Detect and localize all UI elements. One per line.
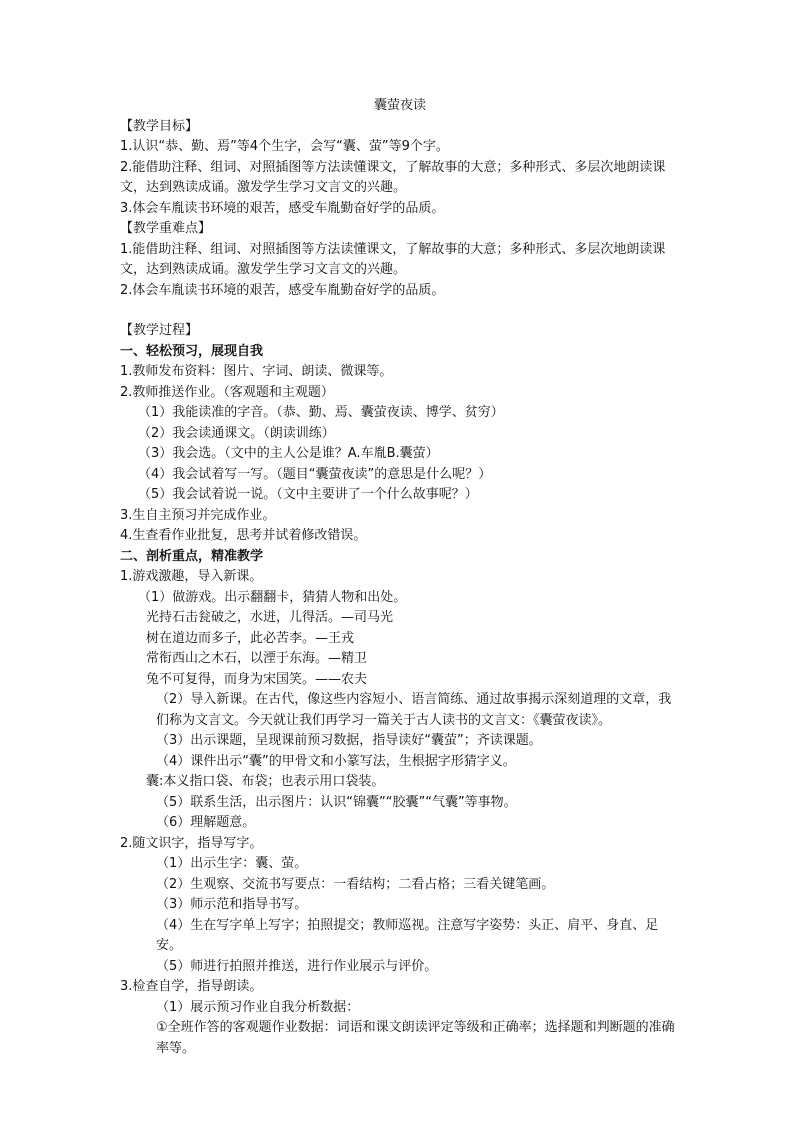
paragraph-line: 囊:本义指口袋、布袋；也表示用口袋装。	[146, 774, 385, 789]
paragraph-line: （1）做游戏。出示翻翻卡，猜猜人物和出处。	[138, 589, 407, 605]
paragraph-line: 常衔西山之木石，以湮于东海。—精卫	[146, 651, 368, 666]
paragraph-line: （4）我会试着写一写。（题目“囊萤夜读”的意思是什么呢？）	[138, 466, 492, 482]
paragraph-line: （2）导入新课。在古代，像这些内容短小、语言简练、通过故事揭示深刻道理的文章，我们称为文言文。今天就让我们再学习一篇关于古人读书的文言文：《囊萤夜读》。	[156, 692, 672, 728]
paragraph-line: （2）我会读通课文。（朗读训练）	[138, 425, 335, 441]
paragraph-line: （4）课件出示“囊”的甲骨文和小篆写法，生根据字形猜字义。	[156, 753, 516, 769]
document-title: 囊萤夜读	[373, 98, 426, 113]
paragraph-line: 3.体会车胤读书环境的艰苦，感受车胤勤奋好学的品质。	[120, 200, 445, 216]
paragraph-line: 1.认识“恭、勤、焉”等4个生字，会写“囊、萤”等9个字。	[120, 139, 449, 154]
paragraph-line: 光持石击瓮破之，水迸，儿得活。—司马光	[146, 610, 394, 625]
paragraph-line: （5）我会试着说一说。（文中主要讲了一个什么故事呢？）	[138, 487, 478, 502]
document-page	[120, 96, 680, 1059]
paragraph-line: 一、轻松预习，展现自我	[120, 343, 264, 359]
paragraph-line: 二、剖析重点，精准教学	[120, 548, 264, 564]
paragraph-line: 2.随文识字，指导写字。	[120, 835, 263, 851]
paragraph-line: 2.教师推送作业。（客观题和主观题）	[120, 384, 334, 400]
paragraph-line: （5）师进行拍照并推送，进行作业展示与评价。	[156, 958, 438, 974]
paragraph-line: 3.检查自学，指导朗读。	[120, 979, 263, 994]
paragraph-line: 3.生自主预习并完成作业。	[120, 507, 276, 523]
paragraph-line: 2.能借助注释、组词、对照插图等方法读懂课文，了解故事的大意；多种形式、多层次地朗读课文，达到熟读成诵。激发学生学习文言文的兴趣。	[120, 159, 666, 195]
paragraph-line: 【教学过程】	[120, 323, 199, 338]
paragraph-line: （3）出示课题，呈现课前预习数据，指导读好“囊萤”；齐读课题。	[156, 733, 542, 748]
paragraph-line: （6）理解题意。	[156, 815, 256, 830]
paragraph-line: （1）展示预习作业自我分析数据：	[156, 999, 360, 1015]
paragraph-line: （3）师示范和指导书写。	[156, 897, 308, 912]
document-body	[120, 117, 680, 1060]
paragraph-line: （3）我会选。（文中的主人公是谁？A.车胤B.囊萤）	[138, 446, 439, 461]
blank-line	[120, 301, 680, 321]
paragraph-line: 4.生查看作业批复，思考并试着修改错误。	[120, 528, 367, 543]
paragraph-line: 1.能借助注释、组词、对照插图等方法读懂课文，了解故事的大意；多种形式、多层次地朗读课文，达到熟读成诵。激发学生学习文言文的兴趣。	[120, 241, 666, 277]
paragraph-line: （4）生在写字单上写字；拍照提交；教师巡视。注意写字姿势：头正、肩平、身直、足安。	[156, 917, 659, 953]
paragraph-line: 【教学重难点】	[120, 221, 212, 236]
paragraph-line: 1.游戏激趣，导入新课。	[120, 569, 263, 584]
paragraph-line: 2.体会车胤读书环境的艰苦，感受车胤勤奋好学的品质。	[120, 282, 445, 298]
paragraph-line: ①全班作答的客观题作业数据：词语和课文朗读评定等级和正确率；选择题和判断题的准确率等。	[156, 1020, 675, 1056]
paragraph-line: （5）联系生活，出示图片：认识“锦囊”“胶囊”“气囊”等事物。	[156, 794, 517, 810]
paragraph-line: （1）我能读准的字音。（恭、勤、焉、囊萤夜读、博学、贫穷）	[138, 405, 504, 420]
paragraph-line: 【教学目标】	[120, 118, 199, 134]
paragraph-line: 兔不可复得，而身为宋国笑。——农夫	[146, 671, 368, 687]
paragraph-line: （2）生观察、交流书写要点：一看结构；二看占格；三看关键笔画。	[156, 876, 555, 892]
paragraph-line: （1）出示生字：囊、萤。	[156, 856, 308, 871]
paragraph-line: 1.教师发布资料：图片、字词、朗读、微课等。	[120, 364, 393, 379]
paragraph-line: 树在道边而多子，此必苦李。—王戎	[146, 630, 355, 646]
